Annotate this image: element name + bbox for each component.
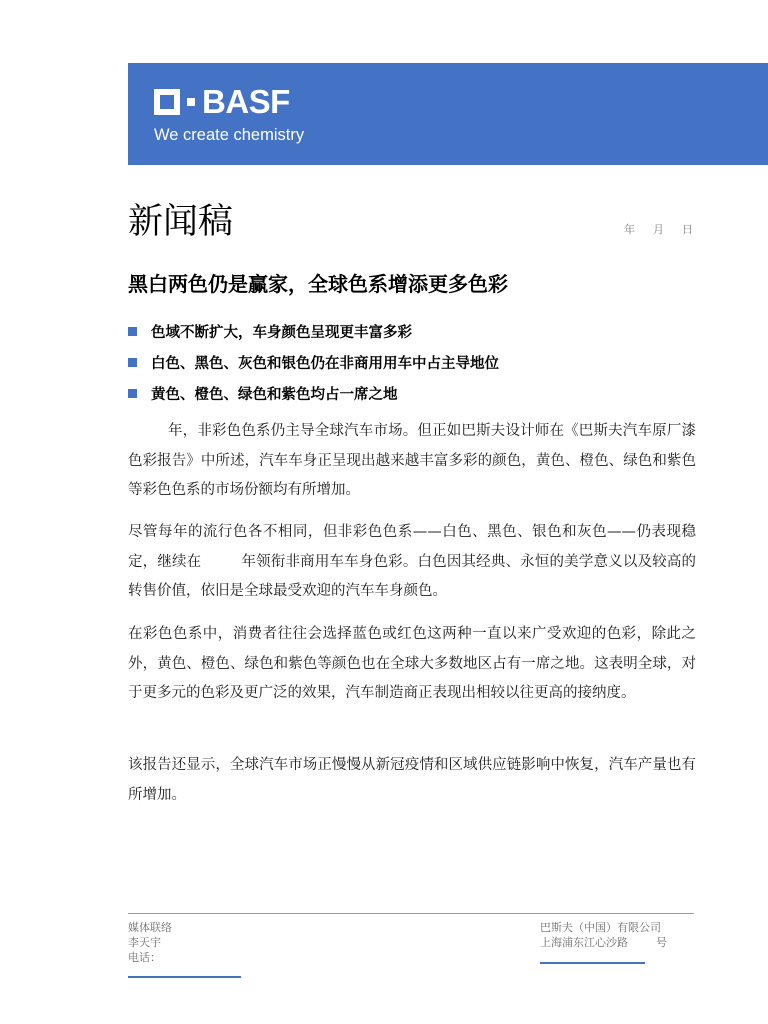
date-year-label: 年	[624, 223, 635, 236]
date-day-label: 日	[682, 223, 693, 236]
key-point-item	[128, 378, 499, 409]
contact-name: 李天宇	[128, 936, 161, 949]
logo-square-icon	[154, 89, 180, 115]
address-street: 上海浦东江心沙路	[540, 936, 628, 949]
date-line	[624, 221, 693, 237]
media-contact-label: 媒体联络	[128, 921, 172, 934]
bullet-square-icon	[128, 327, 137, 336]
address-suffix: 号	[656, 936, 667, 949]
brand-tagline: We create chemistry	[154, 126, 305, 144]
body-paragraph-2	[128, 518, 696, 607]
key-point-text: 白色、黑色、灰色和银色仍在非商用用车中占主导地位	[151, 355, 499, 372]
key-point-item	[128, 347, 499, 378]
logo-dot-icon	[187, 98, 195, 106]
company-name: 巴斯夫（中国）有限公司	[540, 921, 661, 934]
contact-email-link[interactable]	[128, 976, 241, 978]
body-paragraph-3: 在彩色色系中，消费者往往会选择蓝色或红色这两种一直以来广受欢迎的色彩，除此之外，黄色、橙色、绿色和紫色等颜色也在全球大多数地区占有一席之地。这表明全球，对于更多元的色彩及更广泛的效果，汽车制造商正表现出相较以往更高的接纳度。	[128, 626, 696, 701]
document-title: 新闻稿	[128, 202, 234, 242]
paragraph-2-part-b: 年领衔非商用车车身色彩。白色因其经典、永恒的美学意义以及较高的转售价值，依旧是全球最受欢迎的汽车车身颜色。	[128, 553, 697, 599]
company-address	[540, 935, 667, 950]
logo-wordmark: BASF	[202, 83, 290, 120]
bullet-square-icon	[128, 358, 137, 367]
key-point-text: 色域不断扩大，车身颜色呈现更丰富多彩	[151, 324, 412, 341]
company-address-block	[540, 920, 667, 950]
key-point-item	[128, 316, 499, 347]
phone-label: 电话：	[128, 951, 161, 964]
footer-divider	[128, 913, 694, 914]
key-point-text: 黄色、橙色、绿色和紫色均占一席之地	[151, 386, 398, 403]
key-points-list	[128, 316, 499, 409]
basf-logo	[154, 83, 290, 120]
company-website-link[interactable]	[540, 962, 645, 964]
body-paragraph-1: 年，非彩色色系仍主导全球汽车市场。但正如巴斯夫设计师在《巴斯夫汽车原厂漆色彩报告》中所述，汽车车身正呈现出越来越丰富多彩的颜色，黄色、橙色、绿色和紫色等彩色色系的市场份额均有所增加。	[128, 423, 696, 498]
paragraph-2-part-a: 尽管每年的流行色各不相同，但非彩色色系——白色、黑色、银色和灰色——仍表现稳定，继续在	[128, 524, 696, 570]
bullet-square-icon	[128, 389, 137, 398]
brand-banner	[128, 63, 768, 165]
media-contact-block	[128, 920, 172, 965]
date-month-label: 月	[653, 223, 664, 236]
body-paragraph-4: 该报告还显示，全球汽车市场正慢慢从新冠疫情和区域供应链影响中恢复，汽车产量也有所增加。	[128, 757, 696, 803]
headline: 黑白两色仍是赢家，全球色系增添更多色彩	[128, 272, 508, 296]
